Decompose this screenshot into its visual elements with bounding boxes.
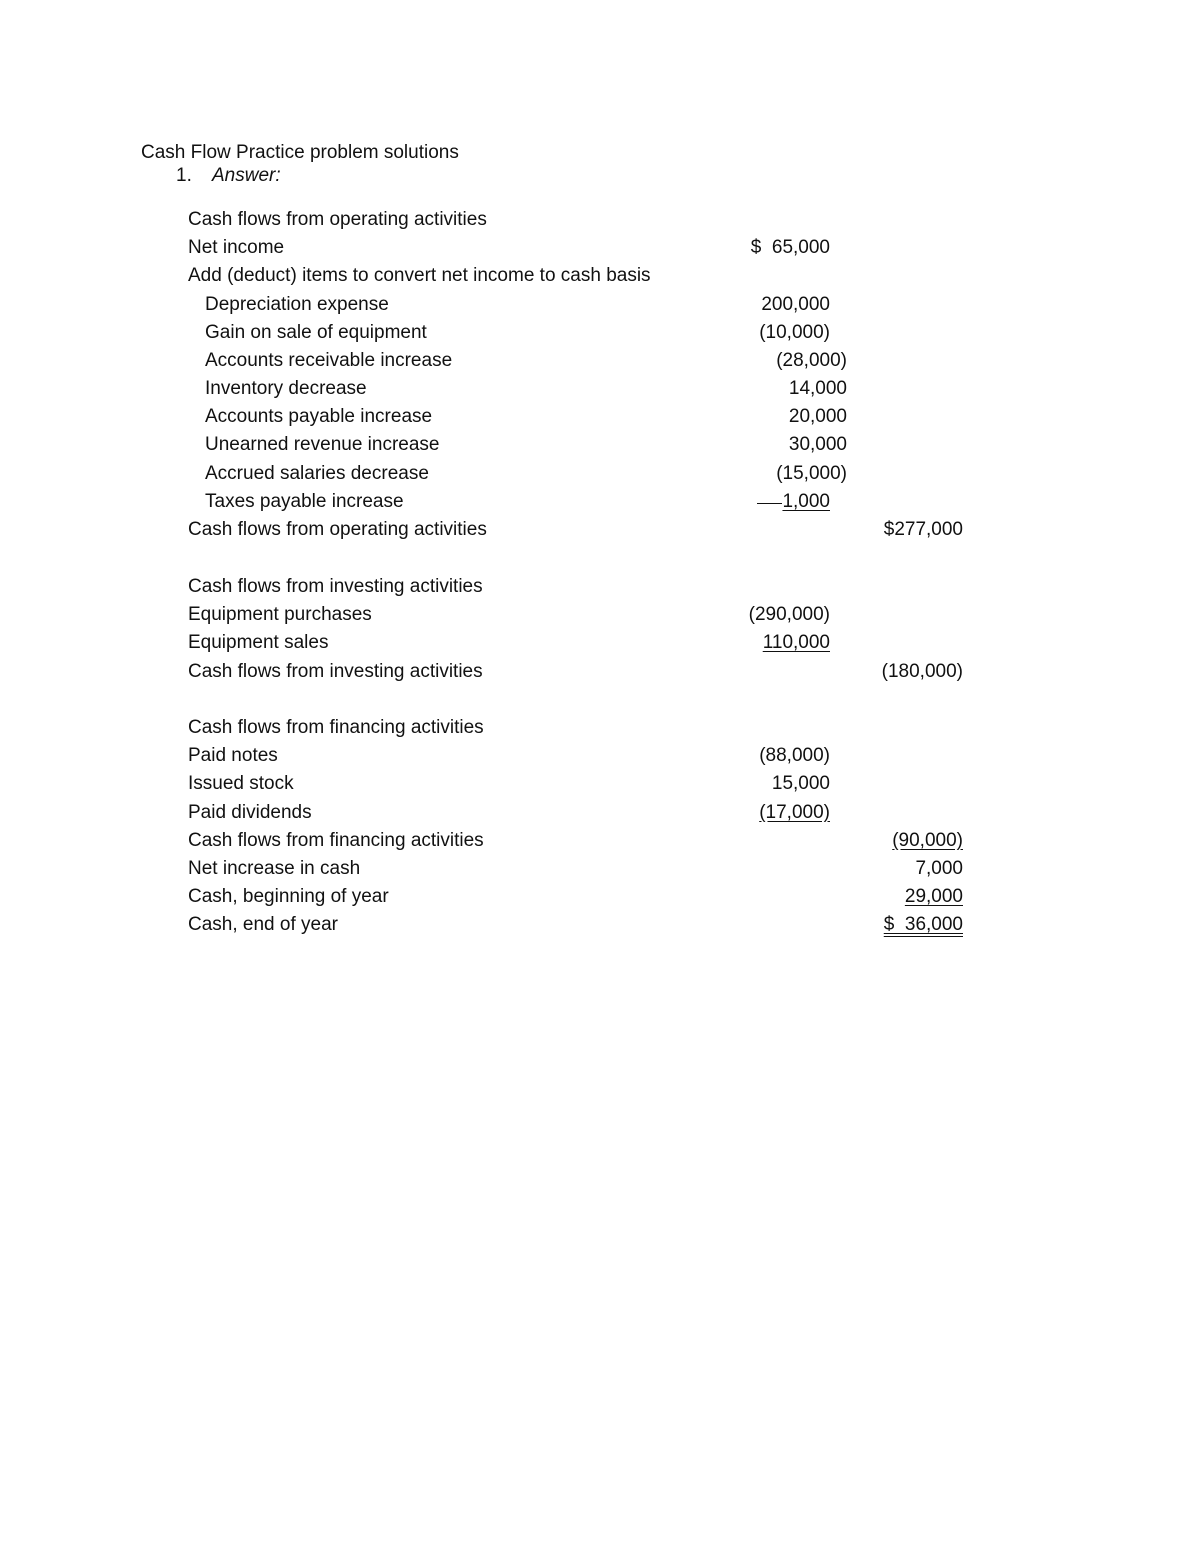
investing-heading: Cash flows from investing activities [188, 576, 483, 597]
investing-item-row [0, 602, 1200, 628]
investing-item-row [0, 630, 1200, 656]
investing-item-value: (290,000) [748, 604, 830, 625]
net-income-value: $ 65,000 [750, 237, 830, 258]
operating-item-value: 200,000 [761, 294, 830, 315]
financing-heading: Cash flows from financing activities [188, 717, 484, 738]
operating-item-label: Taxes payable increase [205, 491, 404, 512]
financing-item-label: Paid notes [188, 745, 278, 766]
operating-item-row [0, 320, 1200, 346]
net-increase-label: Net increase in cash [188, 858, 361, 879]
operating-item-row [0, 376, 1200, 402]
adjust-label: Add (deduct) items to convert net income to cash basis [188, 265, 651, 286]
financing-item-row [0, 800, 1200, 826]
financing-total-row [0, 828, 1200, 854]
investing-heading-row [0, 574, 1200, 600]
operating-item-value: 20,000 [788, 406, 847, 427]
operating-item-label: Accounts payable increase [205, 406, 433, 427]
investing-total-label: Cash flows from investing activities [188, 661, 483, 682]
financing-item-row [0, 743, 1200, 769]
financing-total-value: (90,000) [892, 830, 963, 851]
document-title: Cash Flow Practice problem solutions [141, 142, 459, 163]
net-increase-row [0, 856, 1200, 882]
financing-item-label: Paid dividends [188, 802, 312, 823]
financing-heading-row [0, 715, 1200, 741]
operating-item-row [0, 489, 1200, 515]
operating-item-value: (28,000) [776, 350, 847, 371]
operating-item-label: Depreciation expense [205, 294, 389, 315]
financing-item-row [0, 771, 1200, 797]
beginning-cash-label: Cash, beginning of year [188, 886, 389, 907]
operating-item-row [0, 292, 1200, 318]
financing-item-value: 15,000 [771, 773, 830, 794]
financing-item-value: (17,000) [759, 802, 830, 823]
answer-number: 1. [176, 165, 192, 186]
operating-item-label: Accounts receivable increase [205, 350, 453, 371]
operating-item-row [0, 461, 1200, 487]
operating-item-row [0, 404, 1200, 430]
operating-total-row [0, 517, 1200, 543]
operating-item-label: Gain on sale of equipment [205, 322, 427, 343]
operating-heading: Cash flows from operating activities [188, 209, 487, 230]
operating-item-label: Inventory decrease [205, 378, 367, 399]
underline-leader [757, 502, 782, 504]
investing-item-value: 110,000 [762, 632, 830, 653]
beginning-cash-value: 29,000 [904, 886, 963, 907]
operating-total-label: Cash flows from operating activities [188, 519, 487, 540]
financing-item-label: Issued stock [188, 773, 294, 794]
answer-label: Answer: [212, 165, 281, 186]
operating-item-value: 14,000 [788, 378, 847, 399]
operating-item-value: (15,000) [776, 463, 847, 484]
adjust-row [0, 263, 1200, 289]
investing-item-label: Equipment sales [188, 632, 329, 653]
operating-item-row [0, 348, 1200, 374]
beginning-cash-row [0, 884, 1200, 910]
operating-item-row [0, 432, 1200, 458]
operating-item-value-wrap [757, 489, 830, 515]
investing-total-value: (180,000) [881, 661, 963, 682]
ending-cash-row [0, 912, 1200, 938]
operating-heading-row [0, 207, 1200, 233]
operating-item-label: Accrued salaries decrease [205, 463, 429, 484]
net-income-row [0, 235, 1200, 261]
operating-total-value: $277,000 [883, 519, 963, 540]
operating-item-value: 30,000 [788, 434, 847, 455]
investing-item-label: Equipment purchases [188, 604, 372, 625]
operating-item-value: 1,000 [782, 491, 830, 512]
ending-cash-value: $ 36,000 [883, 914, 963, 935]
net-income-label: Net income [188, 237, 285, 258]
net-increase-value: 7,000 [915, 858, 963, 879]
operating-item-label: Unearned revenue increase [205, 434, 440, 455]
financing-item-value: (88,000) [759, 745, 830, 766]
investing-total-row [0, 659, 1200, 685]
ending-cash-label: Cash, end of year [188, 914, 338, 935]
operating-item-value: (10,000) [759, 322, 830, 343]
financing-total-label: Cash flows from financing activities [188, 830, 484, 851]
